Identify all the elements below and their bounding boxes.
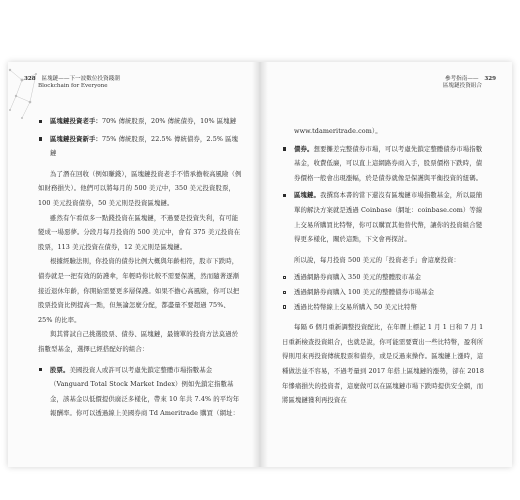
plan-item-text: 透過比特幣線上交易所購入 50 美元比特幣 xyxy=(294,302,417,311)
bullet-icon xyxy=(39,120,42,123)
paragraph: 為了潛在回收（例如賺錢），區塊鏈投資老手不惜承擔較高風險（例如財務損失）。他們可以將每月的 500 美元中，350 美元投資股票，100 美元投資債券，50 美元則是投資區塊鏈。 xyxy=(38,169,242,207)
left-page-number: 328 xyxy=(24,76,36,82)
bullet-icon xyxy=(283,147,286,150)
bullet-text: 美國投資人或許可以考慮先鎖定整體市場指數基金（Vanguard Total Stock Market Index）例如先鎖定指數基金，該基金以低價提供廣泛多樣化，帶來 10 年共 7.4% 的平均年報酬率。你可以透過線上美國券商 Td Ameritrade 購買（網址： xyxy=(50,365,240,418)
book-spread xyxy=(8,62,512,467)
plan-item-text: 透過網路券商購入 100 美元的整體債券市場基金 xyxy=(294,287,435,296)
paragraph: 根據經驗法則，你投資的債券比例大概與年齡相符，股市下跌時，債券就是一把有效的防護傘，年輕時你比較不需要保護，然而隨著逐漸接近退休年齡，你開始需要更多層保護。如果不擔心高風險，你可以把股票投資比例提高一點，但無論怎麼分配，都盡量不要超過 75%、25% 的比率。 xyxy=(38,257,240,324)
paragraph: 雖然有乍看似多一點錢投資在區塊鏈，不過要是投資失利，有可能變成一場惡夢。分段月每月投資的 500 美元中，會有 375 美元投資在股票，113 美元投資在債券，12 美元則是區塊鏈。 xyxy=(38,213,241,251)
bullet-label: 股票。 xyxy=(50,365,70,374)
bullet-item xyxy=(38,132,242,161)
left-page-body xyxy=(38,114,242,421)
book-gutter xyxy=(252,62,268,467)
right-page-body xyxy=(282,124,488,408)
continued-text: www.tdameritrade.com）。 xyxy=(294,127,382,135)
bullet-label: 區塊鏈。 xyxy=(294,191,320,200)
left-header-title: 區塊鏈——下一波數位投資錢潮 xyxy=(41,76,120,82)
bullet-item xyxy=(282,142,488,186)
summary-paragraph: 所以說，每月投資 500 美元的「投資老手」會這麼投資： xyxy=(294,255,461,264)
right-header-title: 參考指南—— xyxy=(444,76,479,82)
bullet-label: 區塊鏈投資新手： xyxy=(50,134,102,143)
bullet-label: 區塊鏈投資老手： xyxy=(50,117,102,125)
plan-item-text: 透過網路券商購入 350 美元的整體股市基金 xyxy=(294,273,422,282)
plan-item xyxy=(282,300,488,315)
square-bullet-icon xyxy=(283,276,286,279)
bullet-item xyxy=(282,188,488,246)
plan-list xyxy=(282,270,488,314)
left-page xyxy=(8,62,260,467)
right-running-header xyxy=(443,76,496,90)
bullet-icon xyxy=(39,368,42,371)
bullet-icon xyxy=(283,194,286,197)
left-running-header xyxy=(24,76,120,90)
bullet-item xyxy=(38,114,242,129)
bullet-item xyxy=(38,363,242,421)
paragraph: 每隔 6 個月重新調整投資配比，在年曆上標記 1 月 1 日和 7 月 1 日重新檢查投資組合，也就是說，你可能需要賣出一些比特幣，盈利所得則用來再投資傳統股票和債券，或是反過來操作。區塊鏈上漲時，這種做法並不容易，不過考量到 2017 年搭上區塊鏈的漲勢，卻在 2018 年慘痛損失的投資者，這麼做可以在區塊鏈市場下跌時提供安全網，而將區塊鏈獲利再投資在 xyxy=(282,323,484,405)
right-page xyxy=(260,62,512,467)
bullet-icon xyxy=(39,137,42,140)
bullet-label: 債券。 xyxy=(294,144,314,153)
paragraph: 與其嘗試自己挑選股票、債券、區塊鏈，最簡單的投資方法莫過於指數型基金，選擇已經搭配好的組合： xyxy=(38,330,239,353)
right-header-subtitle: 區塊鏈投資組合 xyxy=(442,83,482,89)
bullet-text: 70% 傳統股票，20% 傳統債券，10% 區塊鏈 xyxy=(101,117,237,125)
right-page-number: 329 xyxy=(484,76,496,82)
plan-item xyxy=(282,270,488,285)
square-bullet-icon xyxy=(283,305,286,308)
plan-item xyxy=(282,285,488,300)
square-bullet-icon xyxy=(283,291,286,294)
bullet-text: 我撰寫本書的當下還沒有區塊鏈市場指數基金，所以最簡單的解決方案就是透過 Coinbase（網址：coinbase.com）等線上交易所購買比特幣，你可以購買其他替代幣，讓你的投資組合變得更多樣化，關於這點，下文會再探討。 xyxy=(294,191,483,244)
bullet-text: 想要攤差完整債券市場，可以考慮先鎖定整體債券市場指數基金，收費低廉，可以直上這網路券商入手，股票價格下跌時，債券價格一般會出現漲幅，於是債券就像是保護與平衡投資的紐碼。 xyxy=(294,144,483,182)
bullet-text: 75% 傳統股票，22.5% 傳統債券，2.5% 區塊鏈 xyxy=(50,134,239,158)
left-header-subtitle: Blockchain for Everyone xyxy=(38,83,108,89)
